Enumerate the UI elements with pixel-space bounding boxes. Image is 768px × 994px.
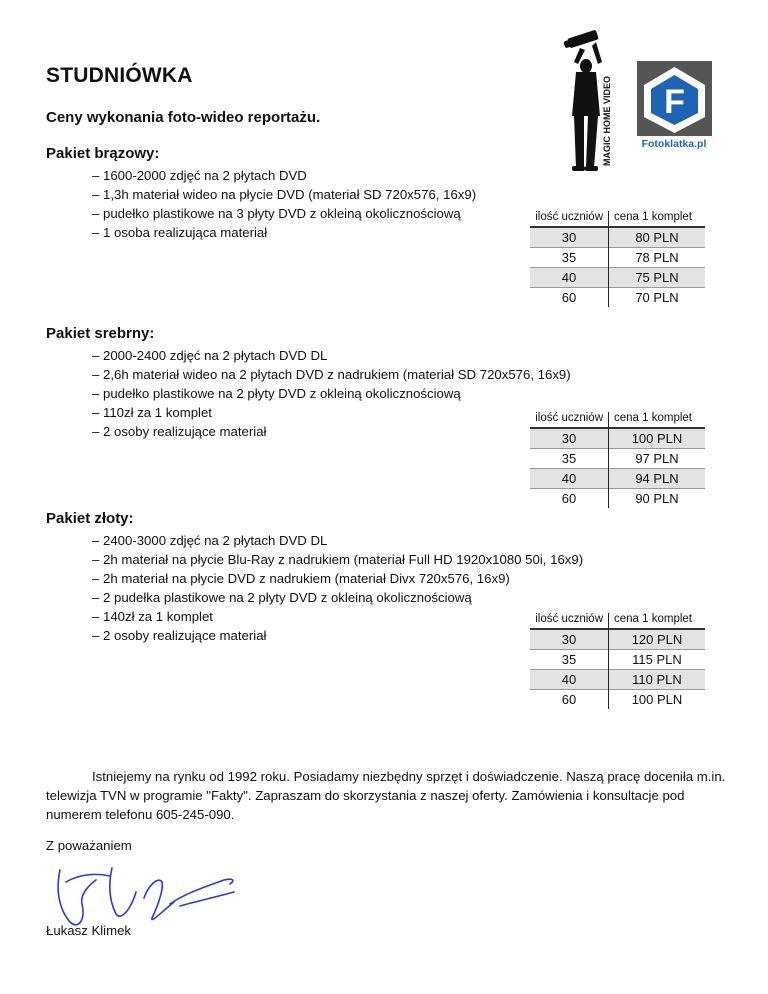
- list-item: – 2h materiał na płycie Blu-Ray z nadrukiem (materiał Full HD 1920x1080 50i, 16x9): [92, 552, 584, 567]
- list-item: – pudełko plastikowe na 2 płyty DVD z okleiną okolicznościową: [92, 386, 461, 401]
- table-row: [530, 489, 705, 509]
- list-item: – 2 osoby realizujące materiał: [92, 628, 267, 643]
- count-cell: 35: [530, 650, 609, 670]
- package-bronze-items: [92, 166, 476, 242]
- header-count: ilość uczniów: [530, 412, 609, 428]
- package-gold-items: [92, 531, 583, 645]
- company-paragraph: Istniejemy na rynku od 1992 roku. Posiadamy niezbędny sprzęt i doświadczenie. Naszą pracę doceniła m.in. telewizja TVN w programie "Fakty". Zapraszam do skorzystania z naszej oferty. Zamówienia i konsultacje pod numerem telefonu 605-245-090.: [46, 769, 726, 822]
- package-bronze-price-table: [530, 211, 705, 307]
- package-silver-price-table: [530, 412, 705, 508]
- handwritten-signature: [52, 858, 252, 933]
- price-cell: 100 PLN: [609, 428, 706, 449]
- price-cell: 94 PLN: [609, 469, 706, 489]
- price-cell: 110 PLN: [609, 670, 706, 690]
- table-row: [530, 469, 705, 489]
- price-cell: 100 PLN: [609, 690, 706, 710]
- fotoklatka-logo: [637, 61, 712, 136]
- count-cell: 40: [530, 469, 609, 489]
- list-item: – 1,3h materiał wideo na płycie DVD (materiał SD 720x576, 16x9): [92, 187, 477, 202]
- list-item: – 140zł za 1 komplet: [92, 609, 213, 624]
- count-cell: 60: [530, 690, 609, 710]
- price-cell: 75 PLN: [609, 268, 706, 288]
- list-item: – 2h materiał na płycie DVD z nadrukiem (materiał Divx 720x576, 16x9): [92, 571, 510, 586]
- table-row: [530, 690, 705, 710]
- price-cell: 78 PLN: [635, 250, 679, 265]
- count-cell: 30: [530, 428, 609, 449]
- count-cell: 35: [530, 449, 609, 469]
- list-item: – 2 pudełka plastikowe na 2 płyty DVD z okleiną okolicznościową: [92, 590, 472, 605]
- table-row: [530, 268, 705, 288]
- list-item: – 2,6h materiał wideo na 2 płytach DVD z nadrukiem (materiał SD 720x576, 16x9): [92, 367, 571, 382]
- price-cell: 80 PLN: [609, 227, 706, 248]
- count-cell: 40: [530, 268, 609, 288]
- header-price: cena 1 komplet: [614, 211, 692, 223]
- list-item: – 2000-2400 zdjęć na 2 płytach DVD DL: [92, 348, 328, 363]
- table-row: [530, 650, 705, 670]
- package-gold-price-table: [530, 613, 705, 709]
- table-row: [530, 449, 705, 469]
- list-item: – 2 osoby realizujące materiał: [92, 424, 267, 439]
- count-cell: 60: [530, 288, 609, 308]
- magic-home-video-text: MAGIC HOME VIDEO: [602, 75, 612, 166]
- table-row: [530, 629, 705, 650]
- count-cell: 30: [530, 629, 609, 650]
- price-cell: 120 PLN: [609, 629, 706, 650]
- package-silver-items: [92, 346, 571, 441]
- price-cell: 115 PLN: [632, 652, 682, 667]
- regards-text: Z poważaniem: [46, 838, 132, 853]
- header-count: ilość uczniów: [530, 613, 609, 629]
- table-row: [530, 288, 705, 308]
- list-item: – 1 osoba realizująca materiał: [92, 225, 268, 240]
- list-item: – 110zł za 1 komplet: [92, 405, 212, 420]
- header-count: ilość uczniów: [530, 211, 609, 227]
- package-silver-title: Pakiet srebrny:: [46, 325, 155, 342]
- count-cell: 30: [530, 227, 609, 248]
- header-price: cena 1 komplet: [614, 613, 692, 625]
- count-cell: 60: [530, 489, 609, 509]
- table-row: [530, 248, 705, 268]
- package-gold-title: Pakiet złoty:: [46, 510, 134, 527]
- page-title: STUDNIÓWKA: [46, 64, 193, 87]
- fotoklatka-name: Fotoklatka.pl: [641, 138, 707, 150]
- page-subtitle: Ceny wykonania foto-wideo reportażu.: [46, 109, 321, 126]
- list-item: – 2400-3000 zdjęć na 2 płytach DVD DL: [92, 533, 328, 548]
- fotoklatka-letter: F: [664, 83, 685, 121]
- header-price: cena 1 komplet: [614, 412, 692, 424]
- list-item: – 1600-2000 zdjęć na 2 płytach DVD: [92, 168, 307, 183]
- signer-name: Łukasz Klimek: [46, 923, 132, 938]
- price-cell: 70 PLN: [609, 288, 706, 308]
- table-row: [530, 670, 705, 690]
- count-cell: 40: [530, 670, 609, 690]
- list-item: – pudełko plastikowe na 3 płyty DVD z okleiną okolicznościową: [92, 206, 461, 221]
- package-bronze-title: Pakiet brązowy:: [46, 145, 160, 162]
- price-cell: 90 PLN: [609, 489, 706, 509]
- count-cell: 35: [530, 248, 609, 268]
- table-row: [530, 428, 705, 449]
- price-cell: 97 PLN: [635, 451, 679, 466]
- table-row: [530, 227, 705, 248]
- magic-home-video-logo: [560, 28, 622, 178]
